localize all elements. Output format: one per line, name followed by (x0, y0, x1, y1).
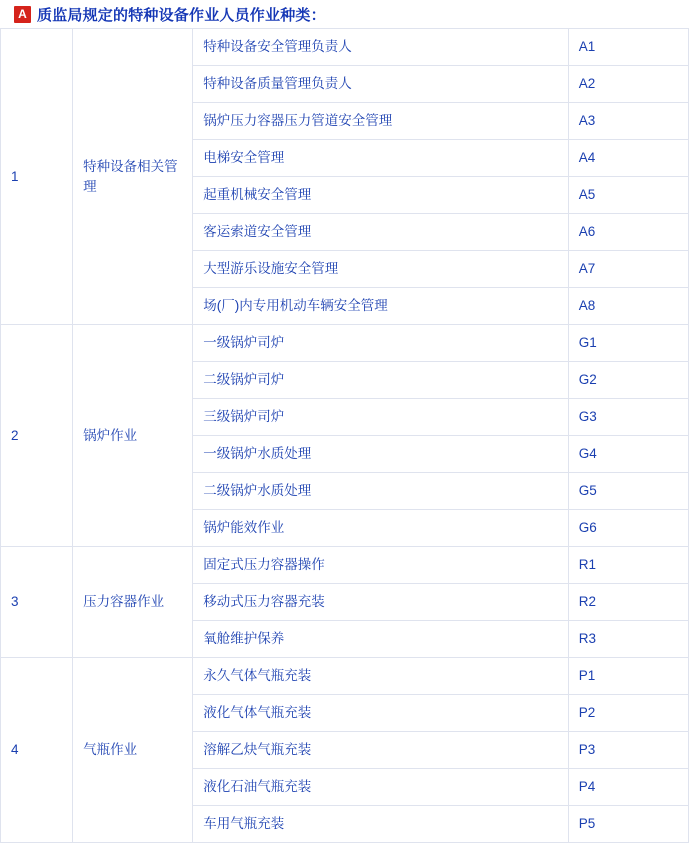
special-equipment-categories-table (0, 28, 689, 843)
job-code-cell: G1 (568, 325, 688, 362)
job-name-cell: 场(厂)内专用机动车辆安全管理 (193, 288, 569, 325)
section-badge: A (14, 6, 31, 23)
job-name-cell: 锅炉能效作业 (193, 510, 569, 547)
job-name-cell: 大型游乐设施安全管理 (193, 251, 569, 288)
job-code-cell: P4 (568, 769, 688, 806)
group-category-cell: 锅炉作业 (73, 325, 193, 547)
job-code-cell: G3 (568, 399, 688, 436)
job-name-cell: 二级锅炉水质处理 (193, 473, 569, 510)
table-row (1, 325, 689, 362)
job-name-cell: 固定式压力容器操作 (193, 547, 569, 584)
job-name-cell: 三级锅炉司炉 (193, 399, 569, 436)
job-code-cell: G6 (568, 510, 688, 547)
section-header (0, 0, 689, 28)
group-category-cell: 气瓶作业 (73, 658, 193, 843)
job-code-cell: P2 (568, 695, 688, 732)
group-number-cell: 1 (1, 29, 73, 325)
job-name-cell: 溶解乙炔气瓶充装 (193, 732, 569, 769)
job-name-cell: 移动式压力容器充装 (193, 584, 569, 621)
table-row (1, 29, 689, 66)
job-name-cell: 液化石油气瓶充装 (193, 769, 569, 806)
job-name-cell: 一级锅炉水质处理 (193, 436, 569, 473)
table-body (1, 29, 689, 843)
job-code-cell: A4 (568, 140, 688, 177)
job-name-cell: 特种设备安全管理负责人 (193, 29, 569, 66)
job-name-cell: 特种设备质量管理负责人 (193, 66, 569, 103)
job-name-cell: 客运索道安全管理 (193, 214, 569, 251)
job-name-cell: 一级锅炉司炉 (193, 325, 569, 362)
group-category-cell: 特种设备相关管理 (73, 29, 193, 325)
group-number-cell: 2 (1, 325, 73, 547)
job-code-cell: P5 (568, 806, 688, 843)
group-number-cell: 3 (1, 547, 73, 658)
page-title: 质监局规定的特种设备作业人员作业种类： (37, 6, 326, 24)
job-code-cell: G4 (568, 436, 688, 473)
job-code-cell: P3 (568, 732, 688, 769)
job-code-cell: R3 (568, 621, 688, 658)
job-code-cell: G2 (568, 362, 688, 399)
group-number-cell: 4 (1, 658, 73, 843)
job-code-cell: G5 (568, 473, 688, 510)
job-name-cell: 液化气体气瓶充装 (193, 695, 569, 732)
table-row (1, 658, 689, 695)
job-code-cell: A5 (568, 177, 688, 214)
job-code-cell: A8 (568, 288, 688, 325)
job-code-cell: A6 (568, 214, 688, 251)
job-name-cell: 车用气瓶充装 (193, 806, 569, 843)
table-row (1, 547, 689, 584)
job-name-cell: 电梯安全管理 (193, 140, 569, 177)
job-code-cell: A7 (568, 251, 688, 288)
job-code-cell: P1 (568, 658, 688, 695)
job-code-cell: A3 (568, 103, 688, 140)
job-code-cell: A1 (568, 29, 688, 66)
job-name-cell: 氧舱维护保养 (193, 621, 569, 658)
job-name-cell: 起重机械安全管理 (193, 177, 569, 214)
job-code-cell: A2 (568, 66, 688, 103)
job-code-cell: R1 (568, 547, 688, 584)
job-code-cell: R2 (568, 584, 688, 621)
job-name-cell: 永久气体气瓶充装 (193, 658, 569, 695)
job-name-cell: 二级锅炉司炉 (193, 362, 569, 399)
job-name-cell: 锅炉压力容器压力管道安全管理 (193, 103, 569, 140)
group-category-cell: 压力容器作业 (73, 547, 193, 658)
